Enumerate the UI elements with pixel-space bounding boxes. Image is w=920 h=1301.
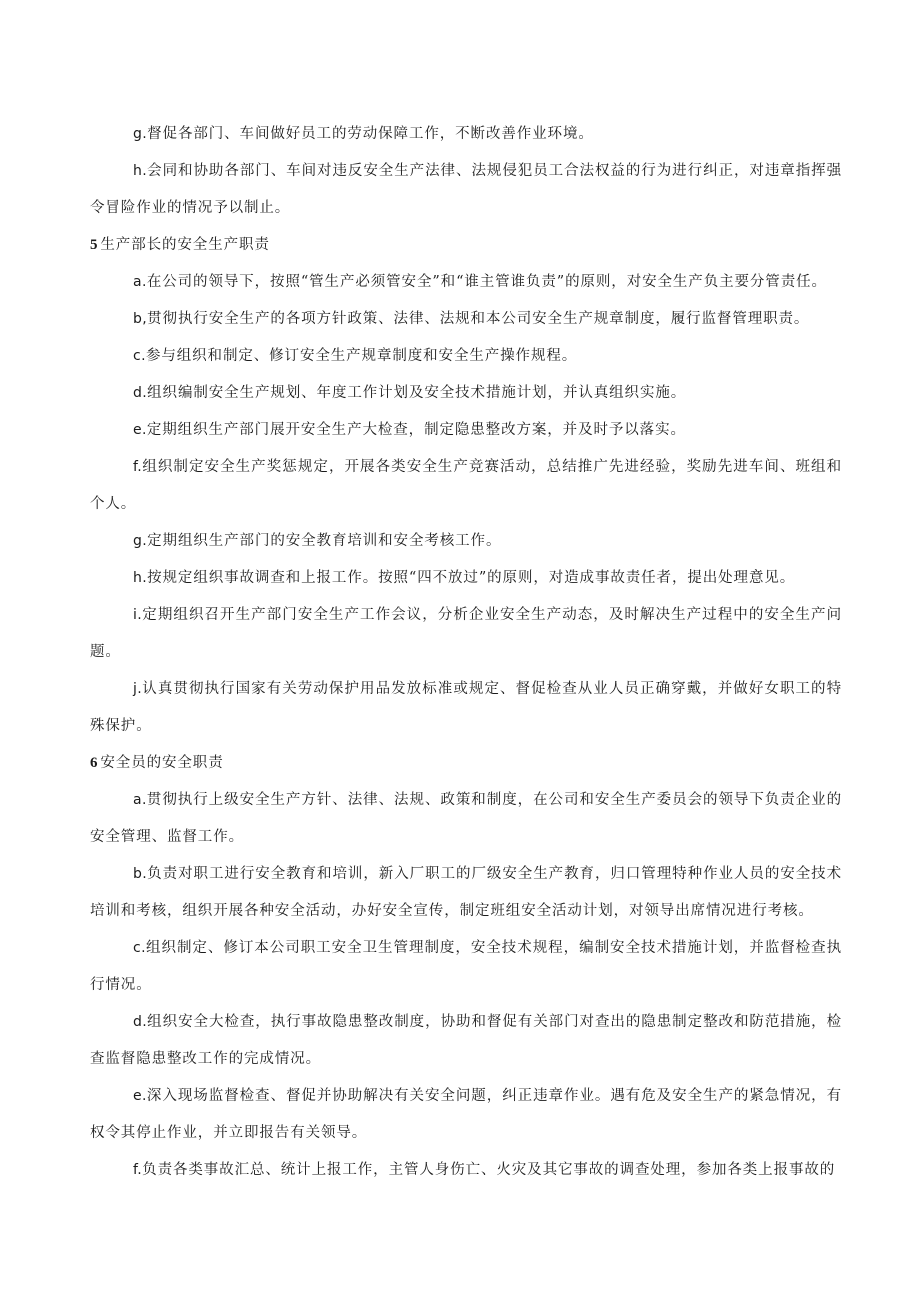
list-item-label: d. <box>133 385 148 401</box>
list-item-label: f. <box>133 459 143 475</box>
list-item-label: e. <box>133 1088 147 1104</box>
list-item <box>90 671 842 745</box>
document-body <box>90 116 842 1189</box>
list-item-label: e. <box>133 422 147 438</box>
list-item <box>90 264 842 301</box>
list-item-text: 定期组织召开生产部门安全生产工作会议，分析企业安全生产动态，及时解决生产过程中的安全生产问题。 <box>90 607 842 660</box>
list-item-text: 在公司的领导下，按照“管生产必须管安全”和“谁主管谁负责”的原则，对安全生产负主要分管责任。 <box>146 274 827 290</box>
list-item-label: g. <box>133 533 148 549</box>
list-item-text: 督促各部门、车间做好员工的劳动保障工作，不断改善作业环境。 <box>147 126 594 142</box>
list-item <box>90 449 842 523</box>
list-item <box>90 338 842 375</box>
list-item-text: 深入现场监督检查、督促并协助解决有关安全问题，纠正违章作业。遇有危及安全生产的紧急情况，有权令其停止作业，并立即报告有关领导。 <box>90 1088 842 1141</box>
list-item-text: 会同和协助各部门、车间对违反安全生产法律、法规侵犯员工合法权益的行为进行纠正，对违章指挥强令冒险作业的情况予以制止。 <box>90 163 842 216</box>
list-item-text: 组织制定安全生产奖惩规定，开展各类安全生产竞赛活动，总结推广先进经验，奖励先进车间、班组和个人。 <box>90 459 842 512</box>
list-item-label: c. <box>133 348 146 364</box>
list-item-text: 定期组织生产部门展开安全生产大检查，制定隐患整改方案，并及时予以落实。 <box>146 422 686 438</box>
section-heading <box>90 745 842 782</box>
list-item-label: g. <box>133 126 148 142</box>
list-item-text: 负责各类事故汇总、统计上报工作，主管人身伤亡、火灾及其它事故的调查处理，参加各类上报事故的 <box>142 1162 836 1178</box>
list-item <box>90 782 842 856</box>
list-item-text: 组织安全大检查，执行事故隐患整改制度，协助和督促有关部门对查出的隐患制定整改和防范措施，检查监督隐患整改工作的完成情况。 <box>90 1014 842 1067</box>
list-item <box>90 1004 842 1078</box>
list-item <box>90 523 842 560</box>
list-item-label: d. <box>133 1014 148 1030</box>
list-item <box>90 153 842 227</box>
list-item-label: f. <box>133 1162 143 1178</box>
list-item <box>90 375 842 412</box>
section-title: 安全员的安全职责 <box>100 755 224 771</box>
list-item-text: 贯彻执行安全生产的各项方针政策、法律、法规和本公司安全生产规章制度，履行监督管理职责。 <box>147 311 810 327</box>
list-item <box>90 412 842 449</box>
list-item-label: h. <box>133 570 148 586</box>
list-item-text: 按规定组织事故调查和上报工作。按照“四不放过”的原则，对造成事故责任者，提出处理意见。 <box>147 570 796 586</box>
section-heading <box>90 227 842 264</box>
section-number: 6 <box>90 755 99 771</box>
list-item-label: h. <box>133 163 148 179</box>
list-item-text: 参与组织和制定、修订安全生产规章制度和安全生产操作规程。 <box>145 348 578 364</box>
list-item-text: 定期组织生产部门的安全教育培训和安全考核工作。 <box>147 533 502 549</box>
list-item <box>90 1152 842 1189</box>
list-item-text: 组织制定、修订本公司职工安全卫生管理制度，安全技术规程，编制安全技术措施计划，并监督检查执行情况。 <box>90 940 842 993</box>
list-item <box>90 560 842 597</box>
list-item-label: j. <box>133 681 143 697</box>
list-item-label: i. <box>133 607 143 623</box>
list-item-text: 认真贯彻执行国家有关劳动保护用品发放标准或规定、督促检查从业人员正确穿戴，并做好女职工的特殊保护。 <box>90 681 842 734</box>
list-item <box>90 301 842 338</box>
list-item <box>90 116 842 153</box>
list-item-label: b, <box>133 311 148 327</box>
list-item-text: 贯彻执行上级安全生产方针、法律、法规、政策和制度，在公司和安全生产委员会的领导下负责企业的安全管理、监督工作。 <box>90 792 842 845</box>
list-item <box>90 856 842 930</box>
section-number: 5 <box>90 237 99 253</box>
list-item-text: 组织编制安全生产规划、年度工作计划及安全技术措施计划，并认真组织实施。 <box>147 385 687 401</box>
section-title: 生产部长的安全生产职责 <box>100 237 270 253</box>
list-item-label: c. <box>133 940 146 956</box>
list-item-label: a. <box>133 274 147 290</box>
list-item-label: b. <box>133 866 148 882</box>
list-item <box>90 1078 842 1152</box>
list-item-label: a. <box>133 792 147 808</box>
list-item-text: 负责对职工进行安全教育和培训，新入厂职工的厂级安全生产教育，归口管理特种作业人员的安全技术培训和考核，组织开展各种安全活动，办好安全宣传，制定班组安全活动计划，对领导出席情况进行考核。 <box>90 866 842 919</box>
list-item <box>90 930 842 1004</box>
list-item <box>90 597 842 671</box>
